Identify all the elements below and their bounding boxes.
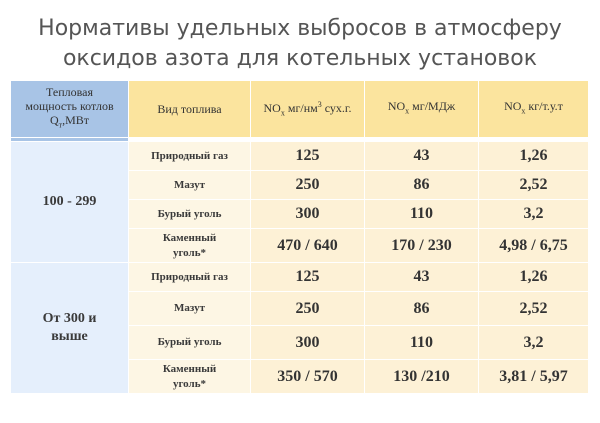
value-cell: 2,52 xyxy=(479,171,589,200)
value-cell: 2,52 xyxy=(479,292,589,326)
capacity-cell-group-2 xyxy=(11,263,129,394)
fuel-line-1: Каменный xyxy=(162,231,217,244)
value-cell: 3,2 xyxy=(479,200,589,229)
capacity-line-2: выше xyxy=(51,329,88,344)
header-col3-prefix: NO xyxy=(504,99,522,114)
header-nox-kg-tut xyxy=(479,81,589,138)
fuel-cell: Бурый уголь xyxy=(129,200,251,229)
header-col2-suffix: мг/МДж xyxy=(409,99,456,114)
value-cell: 43 xyxy=(365,142,479,171)
header-nox-mg-nm3 xyxy=(251,81,365,138)
fuel-line-2: уголь* xyxy=(172,246,207,259)
value-cell: 300 xyxy=(251,200,365,229)
header-col2-sub: x xyxy=(405,106,410,116)
header-capacity-q: Q xyxy=(49,113,59,128)
value-cell: 300 xyxy=(251,326,365,360)
title-line-2: оксидов азота для котельных установок xyxy=(62,46,538,71)
fuel-cell xyxy=(129,360,251,394)
page-title xyxy=(0,14,600,74)
value-cell: 1,26 xyxy=(479,263,589,292)
header-fuel: Вид топлива xyxy=(129,81,251,138)
header-col1-prefix: NO xyxy=(263,100,281,115)
value-cell: 86 xyxy=(365,292,479,326)
header-col1-mid: мг/нм xyxy=(284,100,318,115)
table-row xyxy=(11,263,589,292)
header-capacity-q-sub: т xyxy=(58,120,63,130)
title-line-1: Нормативы удельных выбросов в атмосферу xyxy=(38,16,562,41)
fuel-line-1: Каменный xyxy=(162,362,217,375)
value-cell: 110 xyxy=(365,200,479,229)
header-capacity-line-2: мощность котлов xyxy=(25,99,114,114)
header-col3-sub: x xyxy=(521,106,526,116)
header-col3-suffix: кг/т.у.т xyxy=(525,99,563,114)
value-cell: 350 / 570 xyxy=(251,360,365,394)
header-col2-prefix: NO xyxy=(387,99,406,114)
value-cell: 3,2 xyxy=(479,326,589,360)
value-cell: 43 xyxy=(365,263,479,292)
fuel-line-2: уголь* xyxy=(172,377,207,390)
value-cell: 250 xyxy=(251,171,365,200)
fuel-cell: Природный газ xyxy=(129,263,251,292)
header-capacity-line-1: Тепловая xyxy=(46,85,93,100)
emission-norms-table xyxy=(10,80,589,394)
header-capacity xyxy=(11,81,129,138)
fuel-cell xyxy=(129,229,251,263)
header-capacity-unit: ,МВт xyxy=(62,113,90,128)
value-cell: 250 xyxy=(251,292,365,326)
header-col1-sup: 3 xyxy=(317,99,322,109)
value-cell: 470 / 640 xyxy=(251,229,365,263)
header-col1-suffix: сух.г. xyxy=(321,100,352,115)
value-cell: 86 xyxy=(365,171,479,200)
value-cell: 4,98 / 6,75 xyxy=(479,229,589,263)
value-cell: 130 /210 xyxy=(365,360,479,394)
header-col1-sub: x xyxy=(280,108,285,118)
table-header-row xyxy=(11,81,589,138)
table-row xyxy=(11,142,589,171)
value-cell: 1,26 xyxy=(479,142,589,171)
capacity-cell-group-1: 100 - 299 xyxy=(11,142,129,263)
value-cell: 125 xyxy=(251,142,365,171)
value-cell: 125 xyxy=(251,263,365,292)
fuel-cell: Мазут xyxy=(129,292,251,326)
fuel-cell: Мазут xyxy=(129,171,251,200)
fuel-cell: Бурый уголь xyxy=(129,326,251,360)
value-cell: 110 xyxy=(365,326,479,360)
header-nox-mg-mj xyxy=(365,81,479,138)
value-cell: 170 / 230 xyxy=(365,229,479,263)
fuel-cell: Природный газ xyxy=(129,142,251,171)
capacity-line-1: От 300 и xyxy=(42,311,97,326)
value-cell: 3,81 / 5,97 xyxy=(479,360,589,394)
